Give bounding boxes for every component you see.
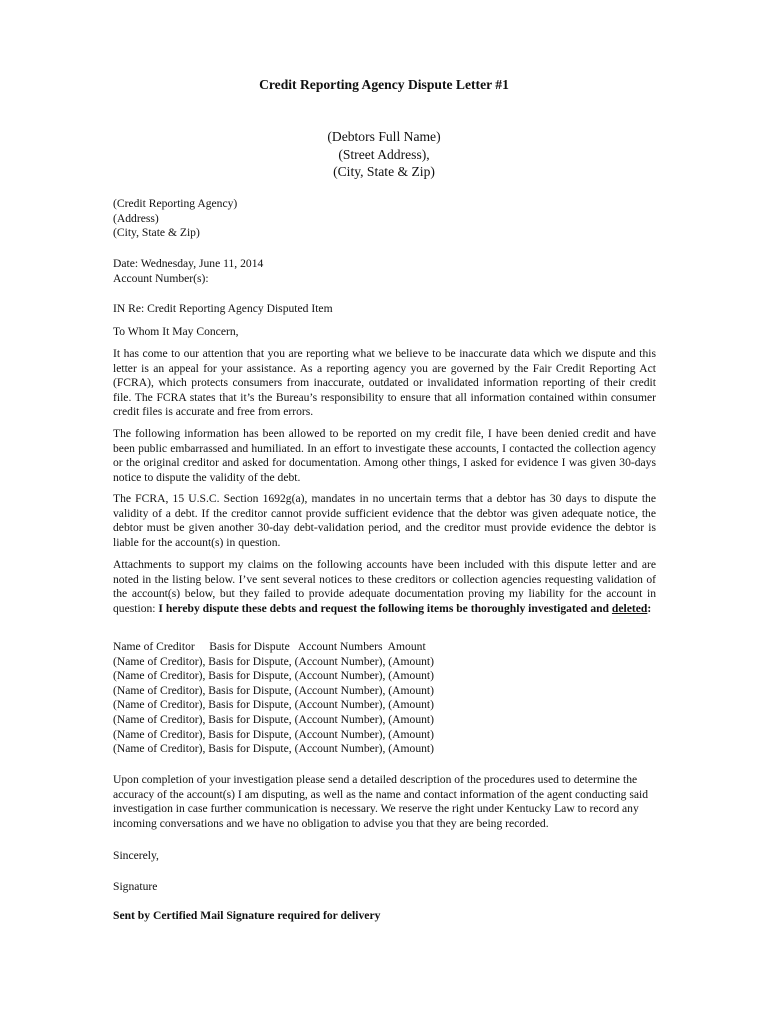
paragraph-fcra-section: The FCRA, 15 U.S.C. Section 1692g(a), mandates in no uncertain terms that a debtor has 30 days to dispute the validity of a debt. If the creditor cannot provide sufficient evidence that the debtor was given adequate notice, the debtor must be given another 30-day debt-validation period, and the creditor must provide evidence the debtor is liable for the account(s) in question. — [113, 492, 656, 549]
paragraph-reported-info: The following information has been allowed to be reported on my credit file, I have been denied credit and have been public embarrassed and humiliated. In an effort to investigate these accounts, I contacted the collection agency or the original creditor and asked for documentation. Among other things, I asked for evidence I was given 30-days notice to dispute the validity of the debt. — [113, 427, 656, 484]
agency-name: (Credit Reporting Agency) — [113, 197, 238, 210]
re-line: IN Re: Credit Reporting Agency Disputed Item — [113, 302, 333, 315]
dispute-request-text: I hereby dispute these debts and request the following items be thoroughly investigated and — [158, 601, 612, 615]
agency-address: (Address) — [113, 211, 159, 225]
creditor-table-row: (Name of Creditor), Basis for Dispute, (Account Number), (Amount) — [113, 712, 435, 726]
deleted-emphasis: deleted — [611, 601, 648, 615]
agency-address-block — [113, 197, 656, 241]
creditor-table-row: (Name of Creditor), Basis for Dispute, (Account Number), (Amount) — [113, 742, 435, 756]
attachments-text: Attachments to support my claims on the following accounts have been included with this dispute letter and are noted in the listing below. I’ve sent several notices to these creditors or collection agencies requesting validation of the account(s) below, but they failed to provide adequate documentation proving my liability for the account in question: — [113, 558, 656, 615]
debtor-name: (Debtors Full Name) — [327, 129, 441, 144]
date-account-block — [113, 257, 656, 286]
debtor-city: (City, State & Zip) — [333, 164, 435, 180]
debtor-address-block — [0, 128, 768, 181]
account-numbers-line: Account Number(s): — [113, 271, 209, 285]
creditor-table-row: (Name of Creditor), Basis for Dispute, (Account Number), (Amount) — [113, 727, 435, 741]
document-title: Credit Reporting Agency Dispute Letter #1 — [259, 77, 509, 92]
creditor-table-row: (Name of Creditor), Basis for Dispute, (Account Number), (Amount) — [113, 698, 435, 712]
creditor-table-row: (Name of Creditor), Basis for Dispute, (Account Number), (Amount) — [113, 654, 435, 668]
signature-line: Signature — [113, 880, 158, 893]
certified-mail-note: Sent by Certified Mail Signature required for delivery — [113, 909, 381, 922]
creditor-table-header: Name of Creditor Basis for Dispute Account Numbers Amount — [113, 640, 426, 653]
creditor-table-row: (Name of Creditor), Basis for Dispute, (Account Number), (Amount) — [113, 669, 435, 683]
paragraph-investigation-request: Upon completion of your investigation please send a detailed description of the procedures used to determine the accuracy of the account(s) I am disputing, as well as the name and contact information of the agent conducting said investigation in case further communication is necessary. We reserve the right under Kentucky Law to record any incoming conversations and we have no obligation to advise you that they are being recorded. — [113, 773, 649, 830]
closing: Sincerely, — [113, 849, 159, 862]
paragraph-fcra-intro: It has come to our attention that you are reporting what we believe to be inaccurate data which we dispute and this letter is an appeal for your assistance. As a reporting agency you are governed by the Fair Credit Reporting Act (FCRA), which protects consumers from inaccurate, outdated or invalidated information reporting of their credit file. The FCRA states that it’s the Bureau’s responsibility to ensure that all information contained within consumer credit files is accurate and free from errors. — [113, 347, 656, 419]
agency-city: (City, State & Zip) — [113, 226, 200, 240]
salutation: To Whom It May Concern, — [113, 325, 239, 338]
creditor-table — [113, 640, 656, 757]
dispute-request-colon: : — [647, 601, 652, 615]
debtor-street: (Street Address), — [338, 146, 430, 162]
letter-date: Date: Wednesday, June 11, 2014 — [113, 257, 264, 270]
paragraph-attachments — [113, 558, 656, 616]
creditor-table-row: (Name of Creditor), Basis for Dispute, (Account Number), (Amount) — [113, 683, 435, 697]
